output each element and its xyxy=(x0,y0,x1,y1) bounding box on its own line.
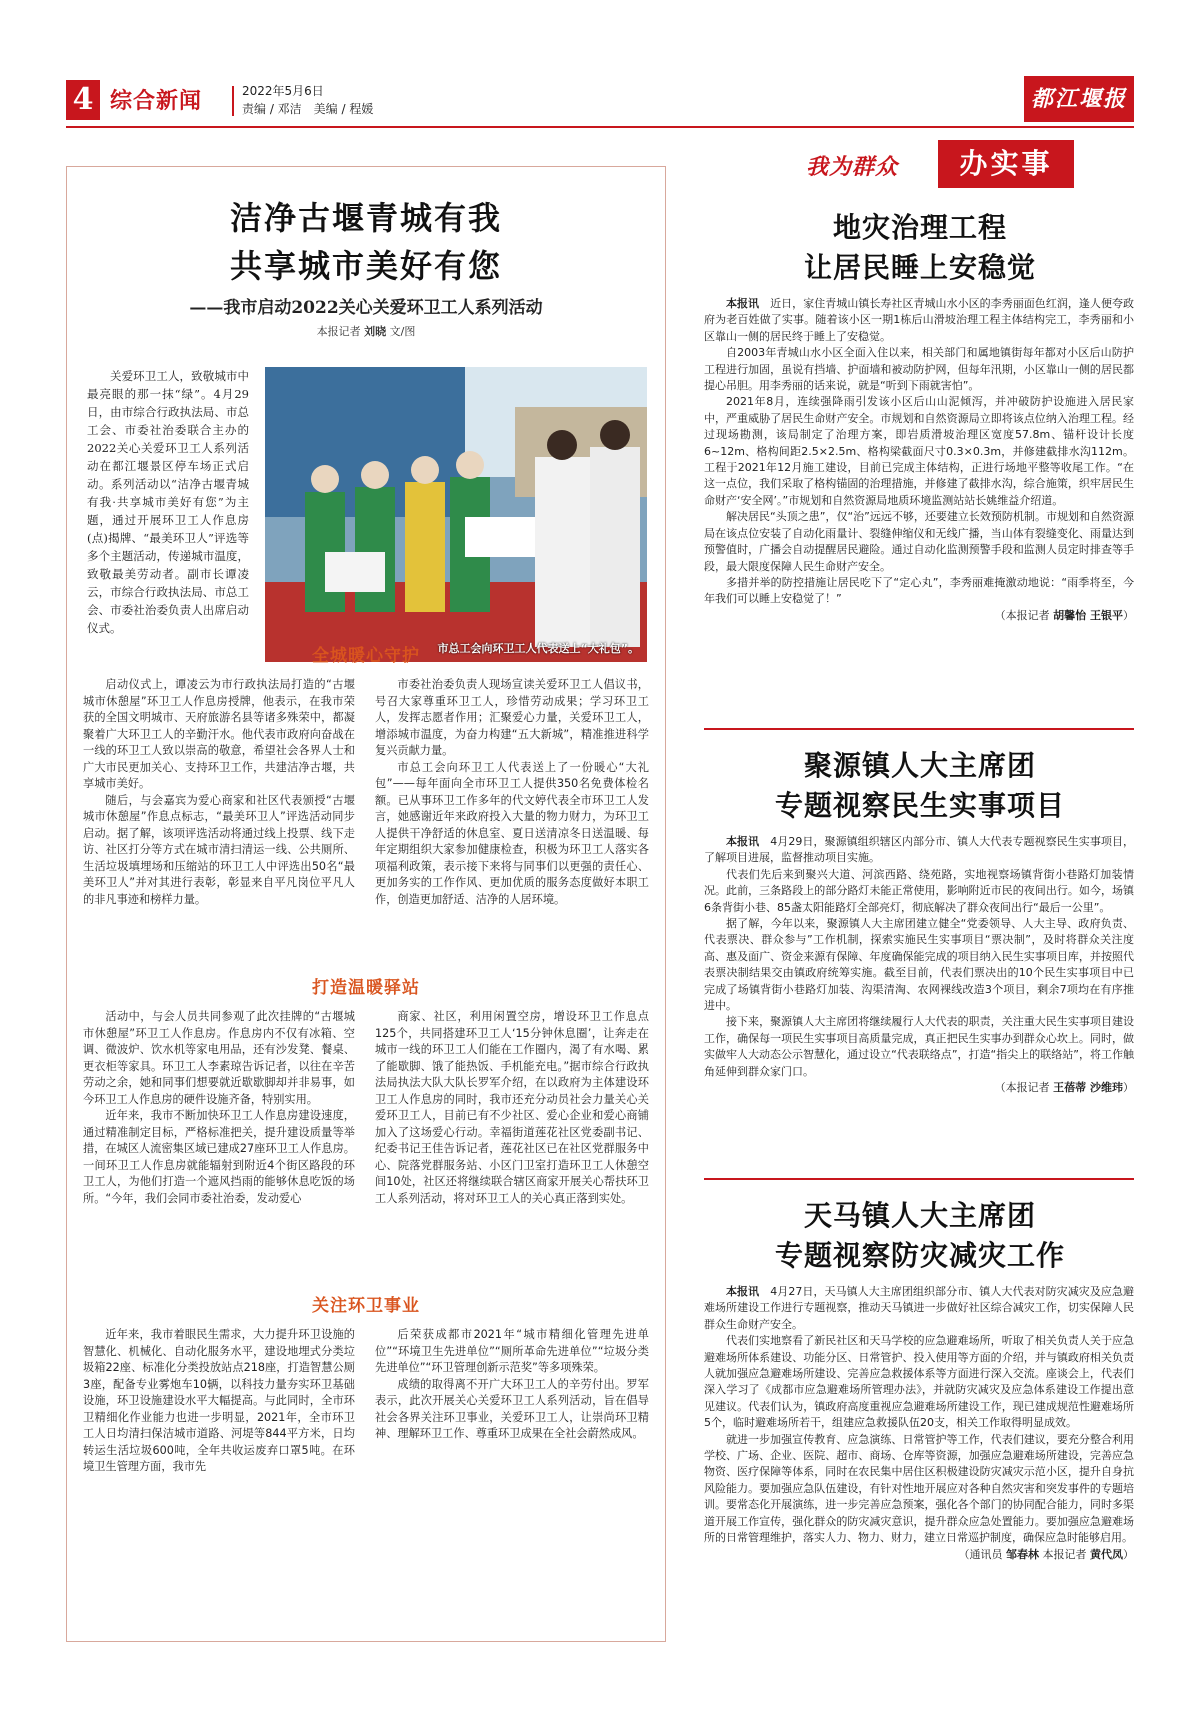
credit-names: 胡馨怡 王银平 xyxy=(1053,608,1123,622)
feature-title-line1: 洁净古堰青城有我 xyxy=(229,199,502,237)
feature-lead: 关爱环卫工人，致敬城市中最亮眼的那一抹“绿”。4月29日，由市综合行政执法局、市总工会、市委社治委联合主办的2022关心关爱环卫工人系列活动在都江堰景区停车场正式启动。系列活动以“洁净古堰青城有我·共享城市美好有您”为主题，通过开展环卫工人作息房(点)揭牌、“最美环卫人”评选等多个主题活动，传递城市温度，致敬最美劳动者。副市长谭凌云，市综合行政执法局、市总工会、市委社治委负责人出席启动仪式。 xyxy=(87,369,249,635)
editors-credit: 责编 / 邓洁 美编 / 程媛 xyxy=(242,102,374,116)
paragraph: 活动中，与会人员共同参观了此次挂牌的“古堰城市休憩屋”环卫工人作息房。作息房内不仅有冰箱、空调、微波炉、饮水机等家电用品，还有沙发凳、餐桌、更衣柜等家具。环卫工人李素琼告诉记者，以往在辛苦劳动之余，她和同事们想要就近歇歇脚却并非易事，如今环卫工人作息房的硬件设施齐备，特别实用。 xyxy=(83,1010,355,1106)
credit-prefix: （本报记者 xyxy=(994,608,1050,622)
article-1-title-line2: 让居民睡上安稳觉 xyxy=(803,251,1036,284)
paragraph: 多措并举的防控措施让居民吃下了“定心丸”，李秀丽难掩激动地说：“雨季将至，今年我们可以睡上安稳觉了！” xyxy=(704,575,1134,606)
paragraph: 后荣获成都市2021年“城市精细化管理先进单位”“环境卫生先进单位”“厕所革命先进单位”“垃圾分类先进单位”“环卫管理创新示范奖”等多项殊荣。 xyxy=(375,1328,649,1374)
article-1-body xyxy=(704,296,1134,624)
paragraph: 代表们实地察看了新民社区和天马学校的应急避难场所，听取了相关负责人关于应急避难场所体系建设、功能分区、日常管护、投入使用等方面的介绍，并与镇政府相关负责人就加强应急避难场所建设、完善应急救援体系等方面进行深入交流。座谈会上，代表们深入学习了《成都市应急避难场所管理办法》，并就防灾减灾及应急体系建设工作提出意见建议。代表们认为，镇政府高度重视应急避难场所建设工作，现已建成规范性避难场所5个，临时避难场所若干，组建应急救援队伍20支，相关工作取得明显成效。 xyxy=(704,1334,1134,1430)
page-header xyxy=(66,80,1134,124)
masthead-logo: 都江堰报 xyxy=(1024,76,1134,122)
credit-names: 王蓓蒂 沙维玮 xyxy=(1053,1081,1123,1095)
credit-suffix: ） xyxy=(1123,1547,1134,1561)
section-heading-1: 全城暖心守护 xyxy=(312,646,420,666)
paragraph: 成绩的取得离不开广大环卫工人的辛劳付出。罗军表示，此次开展关心关爱环卫工人系列活动，旨在倡导社会各界关注环卫事业，关爱环卫工人，让崇尚环卫精神、理解环卫工作、尊重环卫成果在全社会蔚然成风。 xyxy=(375,1377,649,1440)
paragraph: 4月29日，聚源镇组织辖区内部分市、镇人大代表专题视察民生实事项目，了解项目进展，监督推动项目实施。 xyxy=(704,835,1135,865)
section-2-right-col xyxy=(375,1009,649,1207)
article-3-title-line2: 专题视察防灾减灾工作 xyxy=(774,1239,1065,1272)
photo-caption: 市总工会向环卫工人代表送上“大礼包”。 xyxy=(437,642,639,655)
article-1-credit xyxy=(704,608,1134,624)
lead-label: 本报讯 xyxy=(726,1285,760,1298)
byline-suffix: 文/图 xyxy=(389,325,416,338)
article-2-title-line1: 聚源镇人大主席团 xyxy=(803,749,1036,782)
paragraph: 近日，家住青城山镇长寿社区青城山水小区的李秀丽面色红润，逢人便夸政府为老百姓做了实事。随着该小区一期1栋后山滑坡治理工程主体结构完工，李秀丽和小区靠山一侧的居民终于睡上了安稳觉。 xyxy=(704,297,1135,343)
section-3-right-col xyxy=(375,1327,649,1443)
paragraph: 据了解，今年以来，聚源镇人大主席团建立健全“党委领导、人大主导、政府负责、代表票决、群众参与”工作机制，探索实施民生实事项目“票决制”，及时将群众关注度高、惠及面广、资金来源有保障、年度确保能完成的项目纳入民生实事项目库，并按照代表票决制结果交由镇政府统筹实施。截至目前，代表们票决出的10个民生实事项目中已完成了场镇背街小巷路灯加装、沟渠清淘、农网裸线改造3个项目，剩余7项均在有序推进中。 xyxy=(704,917,1134,1013)
paragraph: 代表们先后来到聚兴大道、河滨西路、绕苑路，实地视察场镇背街小巷路灯加装情况。此前，三条路段上的部分路灯未能正常使用，影响附近市民的夜间出行。如今，场镇6条背街小巷、85盏太阳能路灯全部亮灯，彻底解决了群众夜间出行“最后一公里”。 xyxy=(704,867,1134,914)
article-2-title-line2: 专题视察民生实事项目 xyxy=(774,789,1065,822)
paragraph: 4月27日，天马镇人大主席团组织部分市、镇人大代表对防灾减灾及应急避难场所建设工作进行专题视察，推动天马镇进一步做好社区综合减灾工作，切实保障人民群众生命财产安全。 xyxy=(704,1285,1135,1331)
paragraph: 近年来，我市着眼民生需求，大力提升环卫设施的智慧化、机械化、自动化服务水平，建设地埋式分类垃圾箱22座、标准化分类投放站点218座，打造智慧公厕3座，配备专业雾炮车10辆，以科技力量夯实环卫基础设施，环卫设施建设水平大幅提高。与此同时，全市环卫精细化作业能力也进一步明显，2021年，全市环卫工人日均清扫保洁城市道路、河堤等844平方米，日均转运生活垃圾600吨，全年共收运废弃口罩5吨。在环境卫生管理方面，我市先 xyxy=(83,1328,355,1473)
feature-byline xyxy=(67,323,665,339)
banner-text-right: 办实事 xyxy=(938,140,1074,188)
section-heading-3: 关注环卫事业 xyxy=(312,1296,420,1316)
header-rule xyxy=(66,126,1134,128)
section-3-left-col xyxy=(83,1327,355,1476)
paragraph: 就进一步加强宣传教育、应急演练、日常管护等工作，代表们建议，要充分整合利用学校、广场、企业、医院、超市、商场、仓库等资源，加强应急避难场所建设，完善应急物资、医疗保障等体系，同时在农民集中居住区积极建设防灾减灾示范小区，提升自身抗风险能力。要加强应急队伍建设，有针对性地开展应对各种自然灾害和突发事件的专题培训。要常态化开展演练，进一步完善应急预案，强化各个部门的协同配合能力，同时多渠道开展工作宣传，强化群众的防灾减灾意识，提升群众应急处置能力。要加强应急避难场所的日常管理维护，落实人力、物力、财力，建立日常巡护制度，确保应急时能够启用。 xyxy=(704,1432,1134,1545)
paragraph: 2021年8月，连续强降雨引发该小区后山山泥倾泻，并冲破防护设施进入居民家中，严重威胁了居民生命财产安全。市规划和自然资源局立即将该点位纳入治理工程。经过现场勘测，该局制定了治理方案，即岩质滑坡治理区宽度57.8m、锚杆设计长度6~12m、格构间距2.5×2.5m、格构梁截面尺寸0.3×0.3m，并修建截排水沟112m。工程于2021年12月施工建设，目前已完成主体结构，正进行场地平整等收尾工作。“在这一点位，我们采取了格构锚固的治理措施，并修建了截排水沟，综合施策，织牢居民生命财产‘安全网’。”市规划和自然资源局地质环境监测站站长姚维益介绍道。 xyxy=(704,395,1134,507)
section-1-right-col xyxy=(375,677,649,908)
paragraph: 商家、社区，利用闲置空房，增设环卫工作息点125个，共同搭建环卫工人‘15分钟休息圈’，让奔走在城市一线的环卫工人们能在工作圈内，渴了有水喝、累了能歇脚、饿了能热饭、手机能充电。”据市综合行政执法局执法大队大队长罗军介绍，在以政府为主体建设环卫工人作息房的同时，我市还充分动员社会力量关心关爱环卫工人，目前已有不少社区、爱心企业和爱心商铺加入了这场爱心行动。幸福街道莲花社区党委副书记、纪委书记王佳告诉记者，莲花社区已在社区党群服务中心、院落党群服务站、小区门卫室打造环卫工人休憩空间10处，社区还将继续联合辖区商家开展关心帮扶环卫工人系列活动，将对环卫工人的关心真正落到实处。 xyxy=(375,1010,649,1205)
feature-article xyxy=(66,166,666,1642)
paragraph: 自2003年青城山水小区全面入住以来，相关部门和属地镇街每年都对小区后山防护工程进行加固，虽说有挡墙、护面墙和被动防护网，但每年汛期，小区靠山一侧的居民都提心吊胆。用李秀丽的话来说，就是“听到下雨就害怕”。 xyxy=(704,346,1134,393)
byline-prefix: 本报记者 xyxy=(316,325,361,338)
paragraph: 市总工会向环卫工人代表送上了一份暖心“大礼包”——每年面向全市环卫工人提供350名免费体检名额。已从事环卫工作多年的代文婷代表全市环卫工人发言，她感谢近年来政府投入大量的物力财力，为环卫工人提供干净舒适的休息室、夏日送清凉冬日送温暖、每年定期组织大家参加健康检查，积极为环卫工人落实各项福利政策，表示接下来将与同事们以更强的责任心、更加务实的工作作风、更加优质的服务态度做好本职工作，创造更加舒适、洁净的人居环境。 xyxy=(375,760,649,906)
paragraph: 市委社治委负责人现场宣读关爱环卫工人倡议书，号召大家尊重环卫工人，珍惜劳动成果；学习环卫工人，发挥志愿者作用；汇聚爱心力量，关爱环卫工人，增添城市温度，为奋力构建“五大新城”，精准推进科学复兴贡献力量。 xyxy=(375,678,649,757)
paragraph: 启动仪式上，谭凌云为市行政执法局打造的“古堰城市休憩屋”环卫工人作息房授牌，他表示，在我市荣获的全国文明城市、天府旅游名县等诸多殊荣中，都凝聚着广大环卫工人的辛勤汗水。他代表市政府向奋战在一线的环卫工人致以崇高的敬意，希望社会各界人士和广大市民更加关心、支持环卫工作，共建洁净古堰，共享城市美好。 xyxy=(83,678,355,790)
banner-text-left: 我为群众 xyxy=(806,155,899,180)
issue-date: 2022年5月6日 xyxy=(242,84,324,98)
article-3-title-line1: 天马镇人大主席团 xyxy=(803,1199,1036,1232)
campaign-banner xyxy=(806,140,1076,192)
section-heading-2: 打造温暖驿站 xyxy=(312,978,420,998)
lead-label: 本报讯 xyxy=(726,835,760,848)
section-1-left-col xyxy=(83,677,355,908)
paragraph: 随后，与会嘉宾为爱心商家和社区代表颁授“古堰城市休憩屋”作息点标志，“最美环卫人”评选活动同步启动。据了解，该项评选活动将通过线上投票、线下走访、社区打分等方式在城市清扫清运一线、公共厕所、生活垃圾填埋场和压缩站的环卫工人中评选出50名“最美环卫人”并对其进行表彰，彰显来自平凡岗位平凡人的非凡事迹和榜样力量。 xyxy=(83,793,355,906)
article-3-body xyxy=(704,1284,1134,1563)
credit-suffix: ） xyxy=(1123,1081,1134,1095)
photo-illustration xyxy=(265,367,647,662)
feature-subtitle: ——我市启动2022关心关爱环卫工人系列活动 xyxy=(189,298,543,318)
article-1-title-line1: 地灾治理工程 xyxy=(832,211,1007,244)
credit-prefix: （本报记者 xyxy=(994,1081,1050,1095)
article-2-credit xyxy=(704,1080,1134,1096)
feature-photo xyxy=(265,367,647,662)
paragraph: 解决居民“头顶之患”，仅“治”远远不够，还要建立长效预防机制。市规划和自然资源局在该点位安装了自动化雨量计、裂缝伸缩仪和无线广播，当山体有裂缝变化、雨量达到预警值时，广播会自动提醒居民避险。通过自动化监测预警手段和监测人员定时排查等手段，最大限度保障人民生命财产安全。 xyxy=(704,510,1134,573)
credit-prefix: （通讯员 xyxy=(958,1547,1003,1561)
credit-suffix: ） xyxy=(1123,608,1134,622)
feature-title-line2: 共享城市美好有您 xyxy=(229,247,502,285)
page-number: 4 xyxy=(66,80,100,120)
paragraph: 接下来，聚源镇人大主席团将继续履行人大代表的职责，关注重大民生实事项目建设工作，确保每一项民生实事项目高质量完成，真正把民生实事办到群众心坎上。同时，做实做牢人大动态公示智慧化，通过设立“代表联络点”，打造“指尖上的联络站”，将工作触角延伸到群众家门口。 xyxy=(704,1015,1134,1078)
credit-names: 邹春林 xyxy=(1006,1547,1039,1561)
byline-author: 刘晓 xyxy=(364,325,387,338)
section-name: 综合新闻 xyxy=(110,89,203,114)
credit-mid: 本报记者 xyxy=(1042,1547,1087,1561)
article-3-credit xyxy=(704,1547,1134,1563)
section-2-left-col xyxy=(83,1009,355,1207)
header-divider xyxy=(232,86,234,116)
lead-label: 本报讯 xyxy=(726,297,760,310)
article-divider xyxy=(704,728,1134,730)
article-divider xyxy=(704,1178,1134,1180)
credit-names-2: 黄代凤 xyxy=(1090,1547,1123,1561)
article-2-body xyxy=(704,834,1134,1097)
paragraph: 近年来，我市不断加快环卫工人作息房建设速度，通过精准制定目标，严格标准把关，提升建设质量等举措，在城区人流密集区域已建成27座环卫工人作息房。一间环卫工人作息房就能辐射到附近4个街区路段的环卫工人，为他们打造一个遮风挡雨的能够休息吃饭的场所。“今年，我们会同市委社治委，发动爱心 xyxy=(83,1109,355,1205)
